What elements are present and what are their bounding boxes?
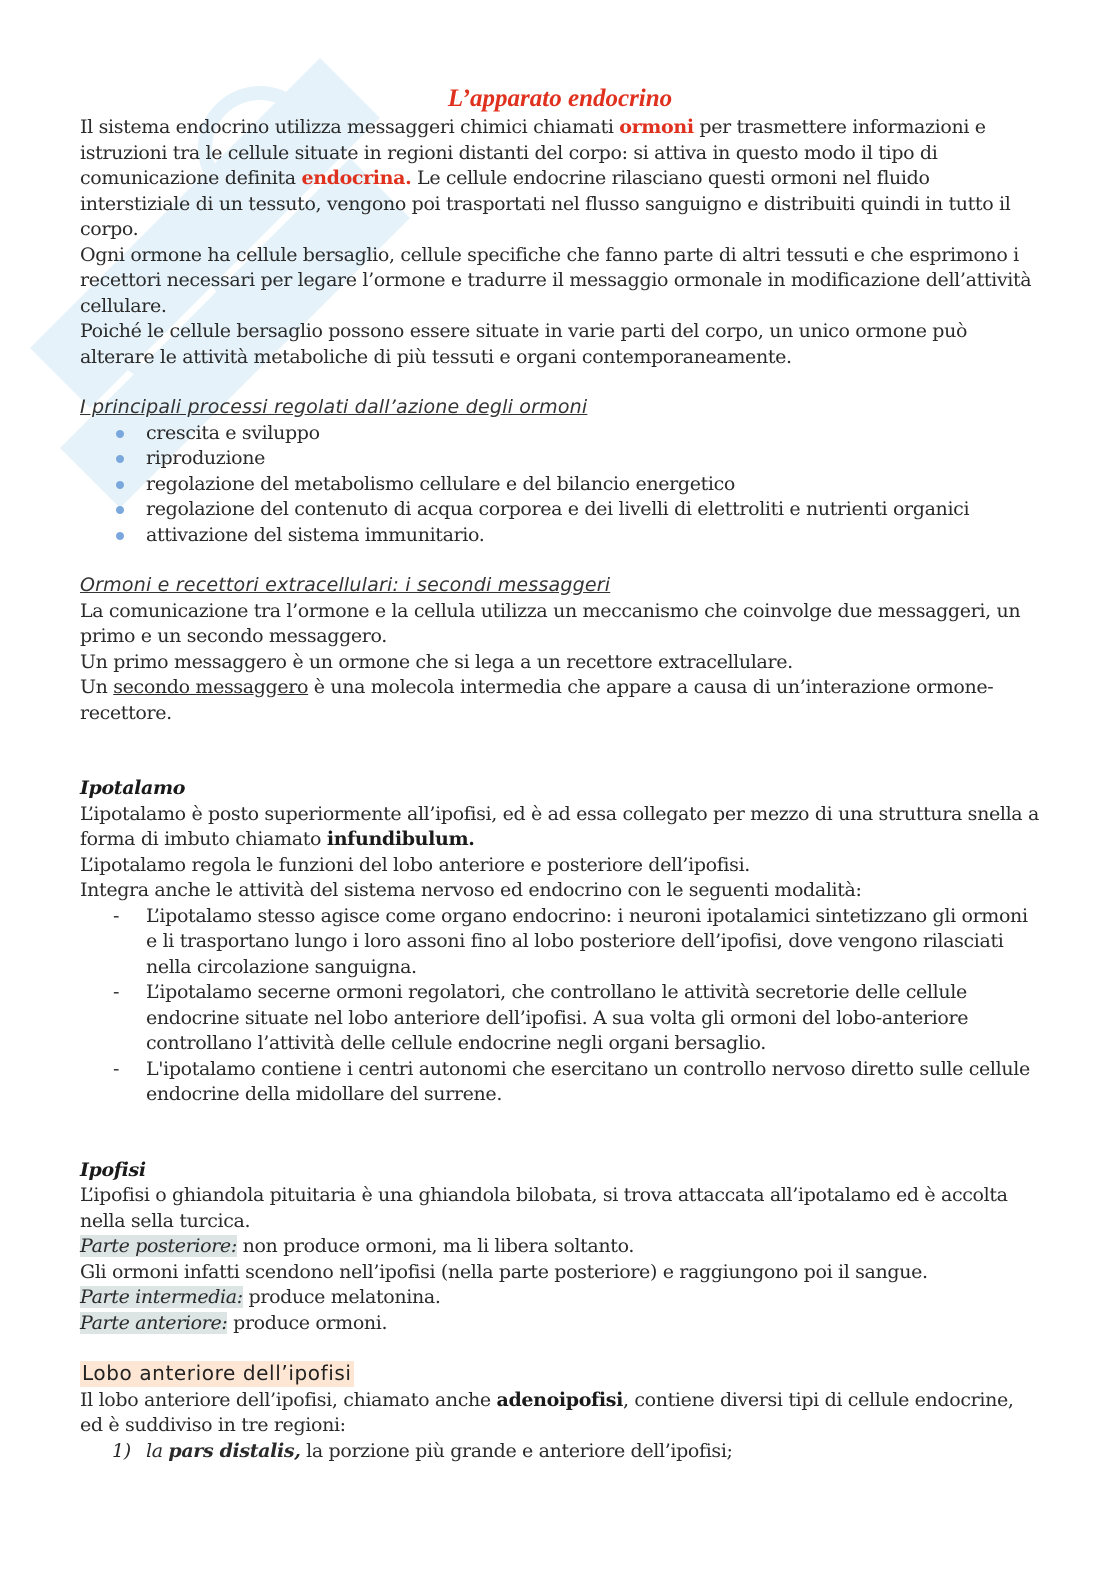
bullet-icon bbox=[116, 506, 124, 514]
bullet-icon bbox=[116, 481, 124, 489]
ipotalamo-list bbox=[80, 904, 1040, 1108]
recettori-paragraph-1: La comunicazione tra l’ormone e la cellula utilizza un meccanismo che coinvolge due messaggeri, un primo e un secondo messaggero. bbox=[80, 599, 1021, 647]
ipofisi-parte-posteriore: Parte posteriore: non produce ormoni, ma li libera soltanto. bbox=[80, 1235, 635, 1257]
section-heading-processi: I principali processi regolati dall’azione degli ormoni bbox=[80, 396, 588, 418]
intro-paragraph-3: Poiché le cellule bersaglio possono essere situate in varie parti del corpo, un unico ormone può alterare le attività metaboliche di più tessuti e organi contemporaneamente. bbox=[80, 320, 968, 368]
list-item: riproduzione bbox=[146, 446, 1040, 472]
ipofisi-paragraph-1: L’ipofisi o ghiandola pituitaria è una ghiandola bilobata, si trova attaccata all’ipotalamo ed è accolta nella sella turcica. bbox=[80, 1184, 1008, 1232]
lobo-paragraph-1: Il lobo anteriore dell’ipofisi, chiamato anche adenoipofisi, contiene diversi tipi di cellule endocrine, ed è suddiviso in tre regioni: bbox=[80, 1388, 1014, 1436]
document-page bbox=[80, 84, 1040, 1464]
list-item: regolazione del contenuto di acqua corporea e dei livelli di elettroliti e nutrienti organici bbox=[146, 497, 1040, 523]
ipofisi-paragraph-2: Gli ormoni infatti scendono nell’ipofisi (nella parte posteriore) e raggiungono poi il sangue. bbox=[80, 1260, 928, 1283]
term-ormoni: ormoni bbox=[619, 116, 694, 138]
recettori-paragraph-3: Un secondo messaggero è una molecola intermedia che appare a causa di un’interazione ormone-recettore. bbox=[80, 676, 994, 724]
page-title: L’apparato endocrino bbox=[447, 85, 673, 112]
bullet-icon bbox=[116, 455, 124, 463]
term-adenoipofisi: adenoipofisi bbox=[496, 1388, 623, 1411]
dash-marker: - bbox=[113, 904, 120, 927]
list-item: attivazione del sistema immunitario. bbox=[146, 523, 1040, 549]
term-endocrina: endocrina. bbox=[301, 167, 412, 189]
term-pars-distalis: pars distalis, bbox=[168, 1439, 301, 1462]
lobo-list-item-1: 1) la pars distalis, la porzione più grande e anteriore dell’ipofisi; bbox=[80, 1439, 1040, 1465]
label-parte-intermedia: Parte intermedia: bbox=[80, 1286, 243, 1308]
list-item: - L’ipotalamo stesso agisce come organo endocrino: i neuroni ipotalamici sintetizzano gli ormoni e li trasportano lungo i loro assoni fino al lobo posteriore dell’ipofisi, dove vengono rilasciati nella circolazione sanguigna. bbox=[113, 904, 1028, 978]
list-item: - L’ipotalamo secerne ormoni regolatori, che controllano le attività secretorie delle cellule endocrine situate nel lobo anteriore dell’ipofisi. A sua volta gli ormoni del lobo-anteriore controllano l’attività delle cellule endocrine negli organi bersaglio. bbox=[113, 981, 969, 1054]
list-item: regolazione del metabolismo cellulare e del bilancio energetico bbox=[146, 472, 1040, 498]
dash-marker: - bbox=[113, 981, 120, 1003]
section-heading-recettori: Ormoni e recettori extracellulari: i secondi messaggeri bbox=[80, 574, 611, 596]
bullet-icon bbox=[116, 430, 124, 438]
intro-paragraph-2: Ogni ormone ha cellule bersaglio, cellule specifiche che fanno parte di altri tessuti e che esprimono i recettori necessari per legare l’ormone e tradurre il messaggio ormonale in modificazione dell’attività cellulare. bbox=[80, 243, 1032, 317]
list-item: - L'ipotalamo contiene i centri autonomi che esercitano un controllo nervoso diretto sulle cellule endocrine della midollare del surrene. bbox=[113, 1057, 1030, 1105]
ipotalamo-paragraph-1: L’ipotalamo è posto superiormente all’ipofisi, ed è ad essa collegato per mezzo di una struttura snella a forma di imbuto chiamato infundibulum. bbox=[80, 802, 1039, 850]
lobo-heading-row bbox=[80, 1361, 1040, 1388]
label-parte-anteriore: Parte anteriore: bbox=[80, 1311, 228, 1334]
label-parte-posteriore: Parte posteriore: bbox=[80, 1235, 237, 1257]
processi-list bbox=[80, 421, 1040, 549]
ipotalamo-paragraph-3: Integra anche le attività del sistema nervoso ed endocrino con le seguenti modalità: bbox=[80, 879, 862, 901]
term-secondo-messaggero: secondo messaggero bbox=[113, 676, 309, 698]
ipofisi-parte-anteriore: Parte anteriore: produce ormoni. bbox=[80, 1311, 388, 1334]
recettori-paragraph-2: Un primo messaggero è un ormone che si lega a un recettore extracellulare. bbox=[80, 650, 793, 673]
section-heading-ipotalamo: Ipotalamo bbox=[80, 777, 186, 799]
ipotalamo-paragraph-2: L’ipotalamo regola le funzioni del lobo anteriore e posteriore dell’ipofisi. bbox=[80, 853, 750, 876]
ipofisi-parte-intermedia: Parte intermedia: produce melatonina. bbox=[80, 1286, 441, 1308]
list-item: crescita e sviluppo bbox=[146, 421, 1040, 447]
intro-paragraph-1: Il sistema endocrino utilizza messaggeri chimici chiamati ormoni per trasmettere informazioni e istruzioni tra le cellule situate in regioni distanti del corpo: si attiva in questo modo il tipo di comunicazione definita endocrina. Le cellule endocrine rilasciano questi ormoni nel fluido interstiziale di un tessuto, vengono poi trasportati nel flusso sanguigno e distribuiti quindi in tutto il corpo. bbox=[80, 116, 1011, 240]
bullet-icon bbox=[116, 532, 124, 540]
term-infundibulum: infundibulum. bbox=[326, 828, 475, 850]
section-heading-lobo: Lobo anteriore dell’ipofisi bbox=[82, 1361, 352, 1385]
list-number: 1) bbox=[112, 1439, 131, 1462]
dash-marker: - bbox=[113, 1057, 120, 1080]
section-heading-ipofisi: Ipofisi bbox=[80, 1158, 146, 1181]
